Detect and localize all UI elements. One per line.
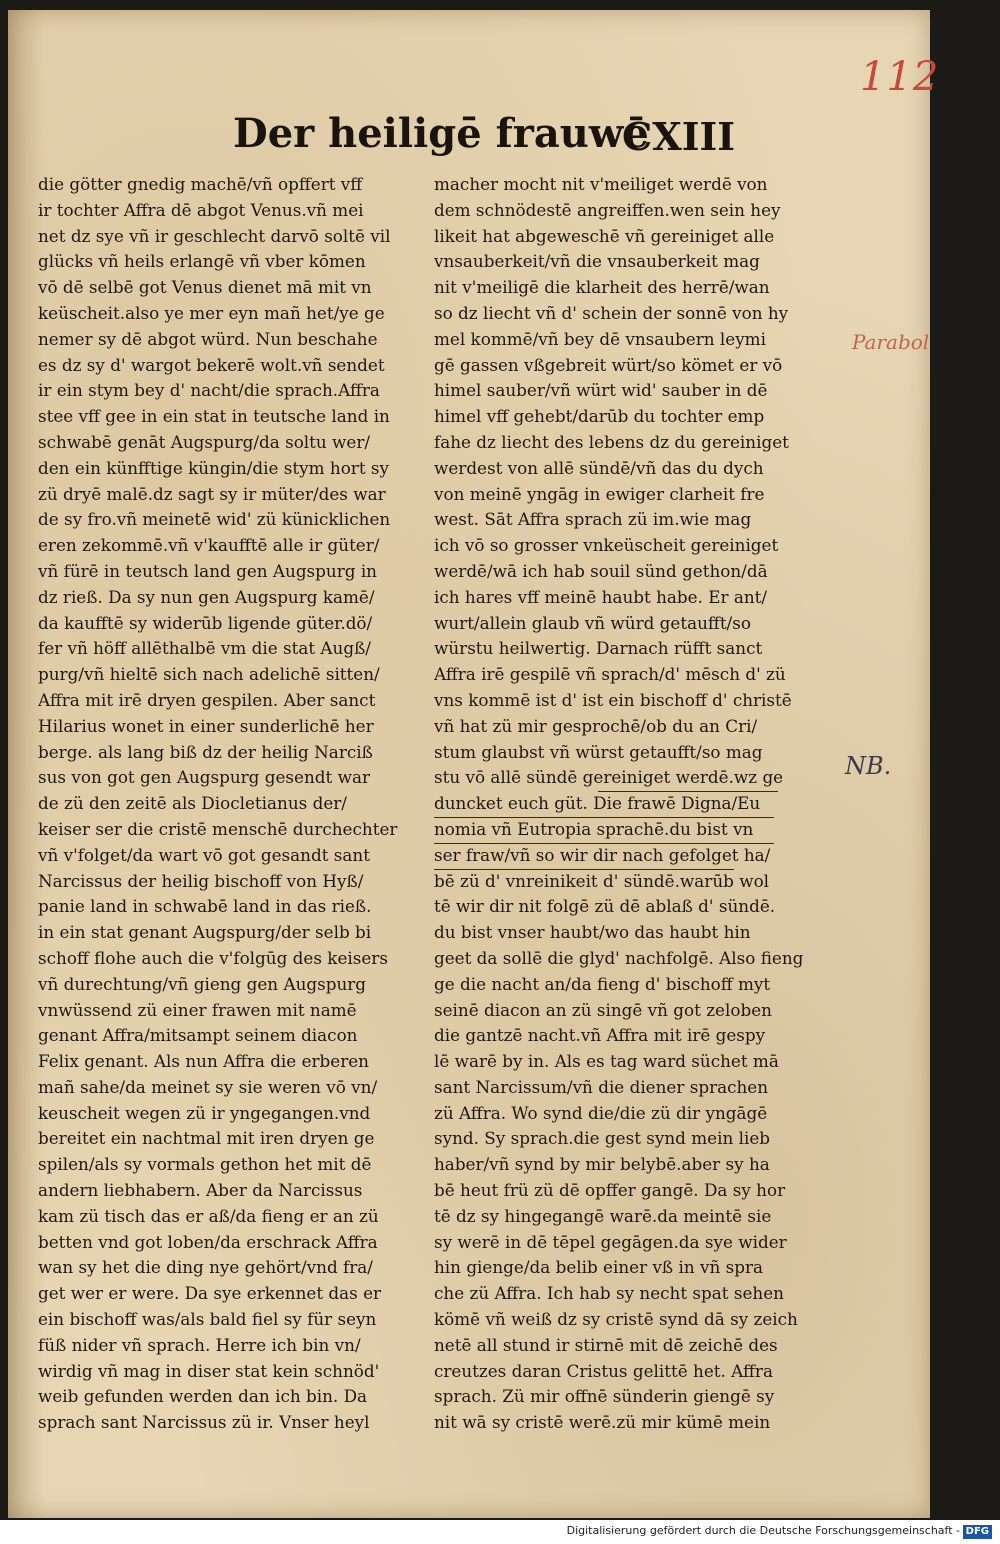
text-line: die götter gnedig machē/vñ opffert vff <box>38 174 363 194</box>
right-text-column <box>434 172 804 1436</box>
text-line: himel sauber/vñ würt wid' sauber in dē <box>434 380 768 401</box>
text-line: ich vō so grosser vnkeüscheit gereiniget <box>434 535 779 556</box>
text-line: bē zü d' vnreinikeit d' sündē.warūb wol <box>434 870 770 891</box>
text-line: tē wir dir nit folgē zü dē ablaß d' sündē. <box>434 896 776 917</box>
chapter-numeral: CXIII <box>622 114 736 159</box>
text-line: keiser ser die cristē menschē durchechter <box>38 818 398 839</box>
text-line: vns kommē ist d' ist ein bischoff d' christē <box>434 689 792 710</box>
text-line: west. Sāt Affra sprach zü im.wie mag <box>434 509 752 530</box>
text-line: in ein stat genant Augspurg/der selb bi <box>38 922 372 943</box>
text-line: Hilarius wonet in einer sunderlichē her <box>38 715 374 736</box>
text-line: sprach. Zü mir offnē sünderin giengē sy <box>434 1386 775 1407</box>
text-line: duncket euch güt. Die frawē Digna/Eu <box>434 793 761 814</box>
text-line: da kaufftē sy widerūb ligende güter.dö/ <box>38 612 373 633</box>
underline-1 <box>598 791 778 792</box>
text-line: keuscheit wegen zü ir yngegangen.vnd <box>38 1102 371 1123</box>
text-line: vnwüssend zü einer frawen mit namē <box>38 999 357 1020</box>
text-line: den ein künfftige küngin/die stym hort sy <box>38 457 389 478</box>
text-line: sy werē in dē tēpel gegāgen.da sye wider <box>434 1231 787 1252</box>
text-line: stum glaubst vñ würst getaufft/so mag <box>434 741 763 762</box>
text-line: haber/vñ synd by mir belybē.aber sy ha <box>434 1154 770 1175</box>
text-line: wirdig vñ mag in diser stat kein schnöd' <box>38 1360 380 1381</box>
text-line: betten vnd got loben/da erschrack Affra <box>38 1231 378 1252</box>
text-line: purg/vñ hieltē sich nach adelichē sitten/ <box>38 664 380 685</box>
text-line: Affra irē gespilē vñ sprach/d' mēsch d' zü <box>434 664 786 685</box>
text-line: panie land in schwabē land in das rieß. <box>38 896 372 917</box>
text-line: vō dē selbē got Venus dienet mā mit vn <box>38 277 372 298</box>
text-line: gē gassen vßgebreit würt/so kömet er vō <box>434 354 783 375</box>
text-line: mel kommē/vñ bey dē vnsaubern leymi <box>434 328 766 349</box>
text-line: zü dryē malē.dz sagt sy ir müter/des war <box>38 483 386 504</box>
text-line: net dz sye vñ ir geschlecht darvō soltē vil <box>38 225 391 246</box>
text-line: die gantzē nacht.vñ Affra mit irē gespy <box>434 1025 766 1046</box>
funding-notice: Digitalisierung gefördert durch die Deutsche Forschungsgemeinschaft - <box>566 1524 960 1537</box>
text-line: nemer sy dē abgot würd. Nun beschahe <box>38 328 378 349</box>
text-line: nit wā sy cristē werē.zü mir kümē mein <box>434 1412 771 1433</box>
text-line: ir ein stym bey d' nacht/die sprach.Affra <box>38 380 380 401</box>
text-line: bē heut frü zü dē opffer gangē. Da sy hor <box>434 1180 786 1201</box>
text-line: Narcissus der heilig bischoff von Hyß/ <box>38 870 364 891</box>
text-line: de zü den zeitē als Diocletianus der/ <box>38 793 347 814</box>
text-line: get wer er were. Da sye erkennet das er <box>38 1283 382 1304</box>
text-line: keüscheit.also ye mer eyn mañ het/ye ge <box>38 302 385 323</box>
text-line: vñ hat zü mir gesprochē/ob du an Cri/ <box>434 715 758 736</box>
text-line: hin gienge/da belib einer vß in vñ spra <box>434 1257 763 1278</box>
text-line: zü Affra. Wo synd die/die zü dir yngāgē <box>434 1102 768 1123</box>
text-line: himel vff gehebt/darūb du tochter emp <box>434 406 765 427</box>
text-line: geet da sollē die glyd' nachfolgē. Also fieng <box>434 947 804 968</box>
text-line: sant Narcissum/vñ die diener sprachen <box>434 1076 769 1097</box>
text-line: tē dz sy hingegangē warē.da meintē sie <box>434 1205 772 1226</box>
text-line: es dz sy d' wargot bekerē wolt.vñ sendet <box>38 354 385 375</box>
text-line: nomia vñ Eutropia sprachē.du bist vn <box>434 818 754 839</box>
text-line: ge die nacht an/da fieng d' bischoff myt <box>434 973 771 994</box>
text-line: ein bischoff was/als bald fiel sy für seyn <box>38 1309 377 1330</box>
text-line: stu vō allē sündē gereiniget werdē.wz ge <box>434 767 784 788</box>
text-line: de sy fro.vñ meinetē wid' zü künicklichen <box>38 509 391 530</box>
text-line: vñ fürē in teutsch land gen Augspurg in <box>38 560 377 581</box>
underline-4 <box>434 869 734 870</box>
text-line: synd. Sy sprach.die gest synd mein lieb <box>434 1128 771 1149</box>
text-line: macher mocht nit v'meiliget werdē von <box>434 174 768 194</box>
text-line: netē all stund ir stirnē mit dē zeichē des <box>434 1334 778 1355</box>
text-line: fahe dz liecht des lebens dz du gereiniget <box>434 431 789 452</box>
text-line: spilen/als sy vormals gethon het mit dē <box>38 1154 372 1175</box>
text-line: weib gefunden werden dan ich bin. Da <box>38 1386 368 1407</box>
text-line: glücks vñ heils erlangē vñ vber kōmen <box>38 251 366 272</box>
text-line: vñ v'folget/da wart vō got gesandt sant <box>38 844 370 865</box>
text-line: sus von got gen Augspurg gesendt war <box>38 767 370 788</box>
text-line: stee vff gee in ein stat in teutsche land in <box>38 406 390 427</box>
text-line: würstu heilwertig. Darnach rüfft sanct <box>434 638 763 659</box>
text-line: werdē/wā ich hab souil sünd gethon/dā <box>434 560 768 581</box>
text-line: berge. als lang biß dz der heilig Narciß <box>38 741 373 762</box>
text-line: mañ sahe/da meinet sy sie weren vō vn/ <box>38 1076 378 1097</box>
text-line: schwabē genāt Augspurg/da soltu wer/ <box>38 431 371 452</box>
text-line: werdest von allē sündē/vñ das du dych <box>434 457 764 478</box>
text-line: von meinē yngāg in ewiger clarheit fre <box>434 483 765 504</box>
text-line: genant Affra/mitsampt seinem diacon <box>38 1025 358 1046</box>
text-line: nit v'meiligē die klarheit des herrē/wan <box>434 277 770 298</box>
text-line: lē warē by in. Als es tag ward süchet mā <box>434 1051 779 1072</box>
text-line: seinē diacon an zü singē vñ got zeloben <box>434 999 772 1020</box>
dfg-logo: DFG <box>963 1525 992 1539</box>
margin-note-nb: NB. <box>845 752 892 780</box>
text-line: du bist vnser haubt/wo das haubt hin <box>434 922 751 943</box>
margin-note-parabol: Parabol <box>852 330 930 354</box>
folio-number: 112 <box>860 54 940 100</box>
text-line: ser fraw/vñ so wir dir nach gefolget ha/ <box>434 844 771 865</box>
text-line: che zü Affra. Ich hab sy necht spat sehen <box>434 1283 784 1304</box>
text-line: likeit hat abgeweschē vñ gereiniget alle <box>434 225 775 246</box>
text-line: kam zü tisch das er aß/da fieng er an zü <box>38 1205 379 1226</box>
text-line: eren zekommē.vñ v'kaufftē alle ir güter/ <box>38 535 380 556</box>
text-line: ir tochter Affra dē abgot Venus.vñ mei <box>38 199 364 220</box>
text-line: Affra mit irē dryen gespilen. Aber sanct <box>38 689 376 710</box>
text-line: wan sy het die ding nye gehört/vnd fra/ <box>38 1257 373 1278</box>
text-line: schoff flohe auch die v'folgūg des keisers <box>38 947 388 968</box>
text-line: kömē vñ weiß dz sy cristē synd dā sy zeich <box>434 1309 798 1330</box>
text-line: Felix genant. Als nun Affra die erberen <box>38 1051 369 1072</box>
text-line: dz rieß. Da sy nun gen Augspurg kamē/ <box>38 586 375 607</box>
text-line: sprach sant Narcissus zü ir. Vnser heyl <box>38 1412 370 1433</box>
text-line: andern liebhabern. Aber da Narcissus <box>38 1180 363 1201</box>
text-line: so dz liecht vñ d' schein der sonnē von hy <box>434 302 789 323</box>
text-line: vñ durechtung/vñ gieng gen Augspurg <box>38 973 367 994</box>
underline-2 <box>434 817 774 818</box>
text-line: creutzes daran Cristus gelittē het. Affra <box>434 1360 773 1381</box>
text-line: vnsauberkeit/vñ die vnsauberkeit mag <box>434 251 760 272</box>
text-line: dem schnödestē angreiffen.wen sein hey <box>434 199 781 220</box>
text-line: ich hares vff meinē haubt habe. Er ant/ <box>434 586 768 607</box>
text-line: füß nider vñ sprach. Herre ich bin vn/ <box>38 1334 361 1355</box>
left-text-column <box>38 172 408 1436</box>
text-line: wurt/allein glaub vñ würd getaufft/so <box>434 612 751 633</box>
text-line: fer vñ höff allēthalbē vm die stat Augß/ <box>38 638 371 659</box>
underline-3 <box>434 843 774 844</box>
text-line: bereitet ein nachtmal mit iren dryen ge <box>38 1128 375 1149</box>
running-title: Der heiligē frauwē <box>233 110 649 157</box>
